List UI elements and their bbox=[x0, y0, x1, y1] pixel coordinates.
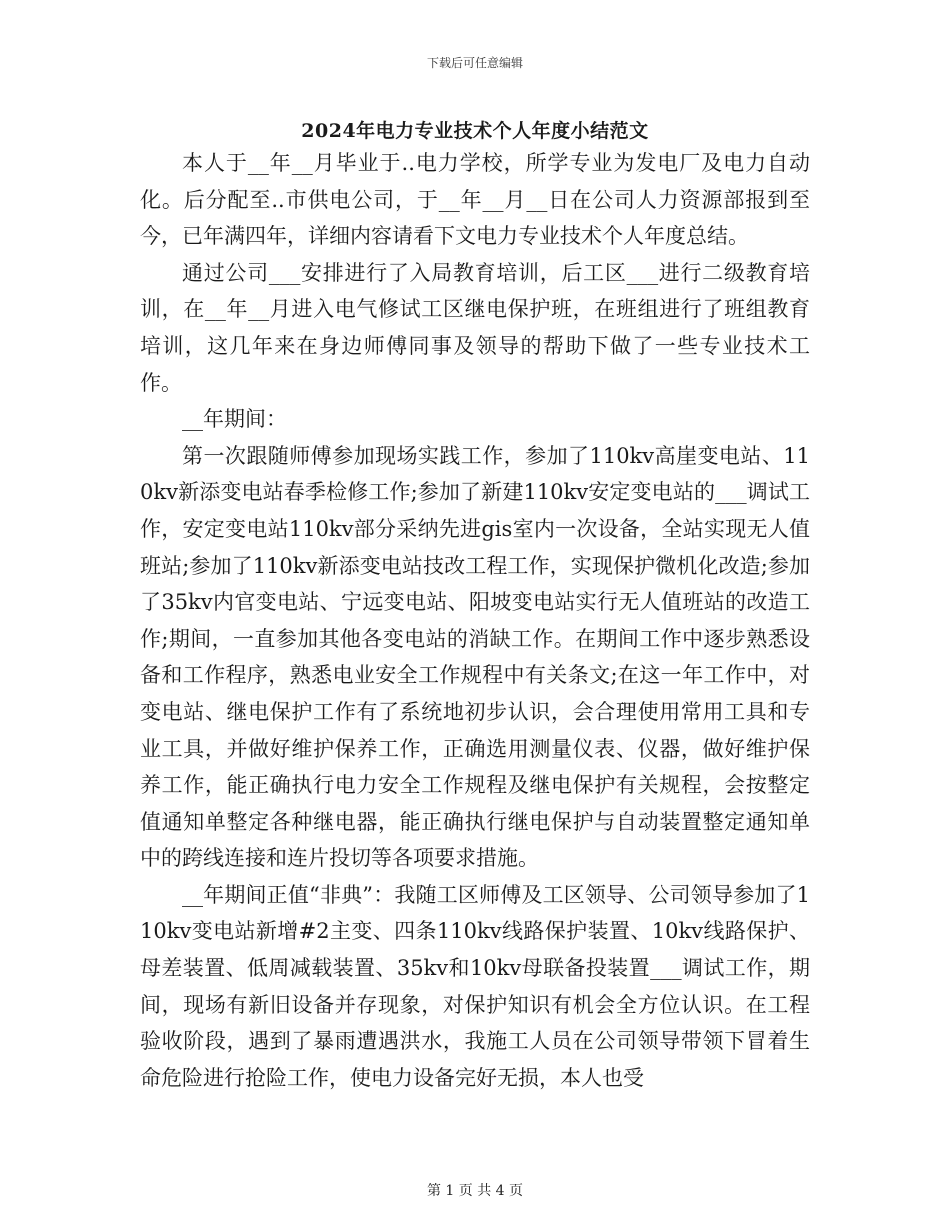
document-body bbox=[140, 145, 810, 1096]
paragraph-first-year-work: 第一次跟随师傅参加现场实践工作，参加了110kv高崖变电站、110kv新添变电站春季检修工作;参加了新建110kv安定变电站的___调试工作，安定变电站110kv部分采纳先进gis室内一次设备，全站实现无人值班站;参加了110kv新添变电站技改工程工作，实现保护微机化改造;参加了35kv内官变电站、宁远变电站、阳坡变电站实行无人值班站的改造工作;期间，一直参加其他各变电站的消缺工作。在期间工作中逐步熟悉设备和工作程序，熟悉电业安全工作规程中有关条文;在这一年工作中，对变电站、继电保护工作有了系统地初步认识，会合理使用常用工具和专业工具，并做好维护保养工作，正确选用测量仪表、仪器，做好维护保养工作，能正确执行电力安全工作规程及继电保护有关规程，会按整定值通知单整定各种继电器，能正确执行继电保护与自动装置整定通知单中的跨线连接和连片投切等各项要求措施。 bbox=[140, 443, 810, 871]
document-title: 2024年电力专业技术个人年度小结范文 bbox=[301, 120, 649, 142]
page-footer: 第 1 页 共 4 页 bbox=[426, 1183, 524, 1199]
paragraph-sars-period: __年期间正值“非典”：我随工区师傅及工区领导、公司领导参加了110kv变电站新增#2主变、四条110kv线路保护装置、10kv线路保护、母差装置、低周减载装置、35kv和10kv母联备投装置___调试工作，期间，现场有新旧设备并存现象，对保护知识有机会全方位认识。在工程验收阶段，遇到了暴雨遭遇洪水，我施工人员在公司领导带领下冒着生命危险进行抢险工作，使电力设备完好无损，本人也受 bbox=[140, 882, 810, 1090]
paragraph-training: 通过公司___安排进行了入局教育培训，后工区___进行二级教育培训，在__年__月进入电气修试工区继电保护班，在班组进行了班组教育培训，这几年来在身边师傅同事及领导的帮助下做了一些专业技术工作。 bbox=[140, 260, 810, 395]
paragraph-period-heading: __年期间： bbox=[182, 407, 287, 432]
header-note: 下载后可任意编辑 bbox=[426, 56, 523, 70]
paragraph-intro: 本人于__年__月毕业于..电力学校，所学专业为发电厂及电力自动化。后分配至..市供电公司，于__年__月__日在公司人力资源部报到至今，已年满四年，详细内容请看下文电力专业技术个人年度总结。 bbox=[140, 151, 810, 249]
